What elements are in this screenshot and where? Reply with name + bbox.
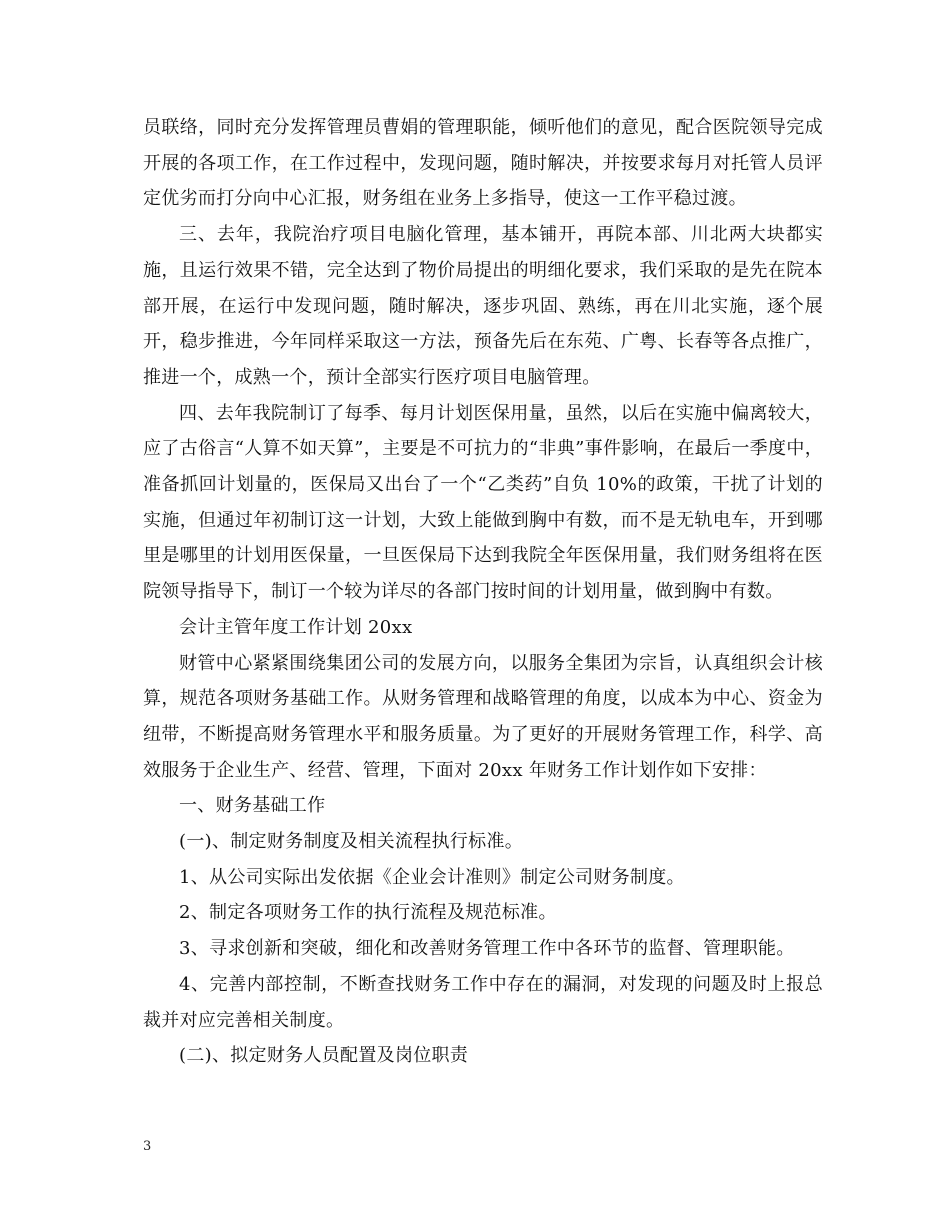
heading-financial-basics: 一、财务基础工作 — [179, 795, 326, 817]
subheading-policies: (一)、制定财务制度及相关流程执行标准。 — [179, 831, 524, 853]
list-item-4: 4、完善内部控制，不断查找财务工作中存在的漏洞，对发现的问题及时上报总裁并对应完善相关制度。 — [143, 973, 823, 1031]
paragraph-liaison: 员联络，同时充分发挥管理员曹娟的管理职能，倾听他们的意见，配合医院领导完成开展的各项工作，在工作过程中，发现问题，随时解决，并按要求每月对托管人员评定优劣而打分向中心汇报，财务组在业务上多指导，使这一工作平稳过渡。 — [143, 117, 823, 210]
paragraph-section-four: 四、去年我院制订了每季、每月计划医保用量，虽然，以后在实施中偏离较大，应了古俗言“人算不如天算”，主要是不可抗力的“非典”事件影响，在最后一季度中，准备抓回计划量的，医保局又出台了一个“乙类药”自负 10%的政策，干扰了计划的实施，但通过年初制订这一计划，大致上能做到胸中有数，而不是无轨电车，开到哪里是哪里的计划用医保量，一旦医保局下达到我院全年医保用量，我们财务组将在医院领导指导下，制订一个较为详尽的各部门按时间的计划用量，做到胸中有数。 — [143, 402, 823, 603]
subheading-staffing: (二)、拟定财务人员配置及岗位职责 — [179, 1045, 469, 1067]
paragraph-intro: 财管中心紧紧围绕集团公司的发展方向，以服务全集团为宗旨，认真组织会计核算，规范各项财务基础工作。从财务管理和战略管理的角度，以成本为中心、资金为纽带，不断提高财务管理水平和服务质量。为了更好的开展财务管理工作，科学、高效服务于企业生产、经营、管理，下面对 20xx 年财务工作计划作如下安排： — [143, 652, 823, 781]
list-item-3: 3、寻求创新和突破，细化和改善财务管理工作中各环节的监督、管理职能。 — [179, 938, 795, 960]
plan-title: 会计主管年度工作计划 20xx — [179, 616, 413, 638]
document-body — [143, 110, 823, 1074]
list-item-1: 1、从公司实际出发依据《企业会计准则》制定公司财务制度。 — [179, 866, 685, 888]
list-item-2: 2、制定各项财务工作的执行流程及规范标准。 — [179, 902, 557, 924]
page-number: 3 — [143, 1139, 152, 1154]
paragraph-section-three: 三、去年，我院治疗项目电脑化管理，基本铺开，再院本部、川北两大块都实施，且运行效果不错，完全达到了物价局提出的明细化要求，我们采取的是先在院本部开展，在运行中发现问题，随时解决，逐步巩固、熟练，再在川北实施，逐个展开，稳步推进，今年同样采取这一方法，预备先后在东苑、广粤、长春等各点推广，推进一个，成熟一个，预计全部实行医疗项目电脑管理。 — [143, 224, 823, 388]
